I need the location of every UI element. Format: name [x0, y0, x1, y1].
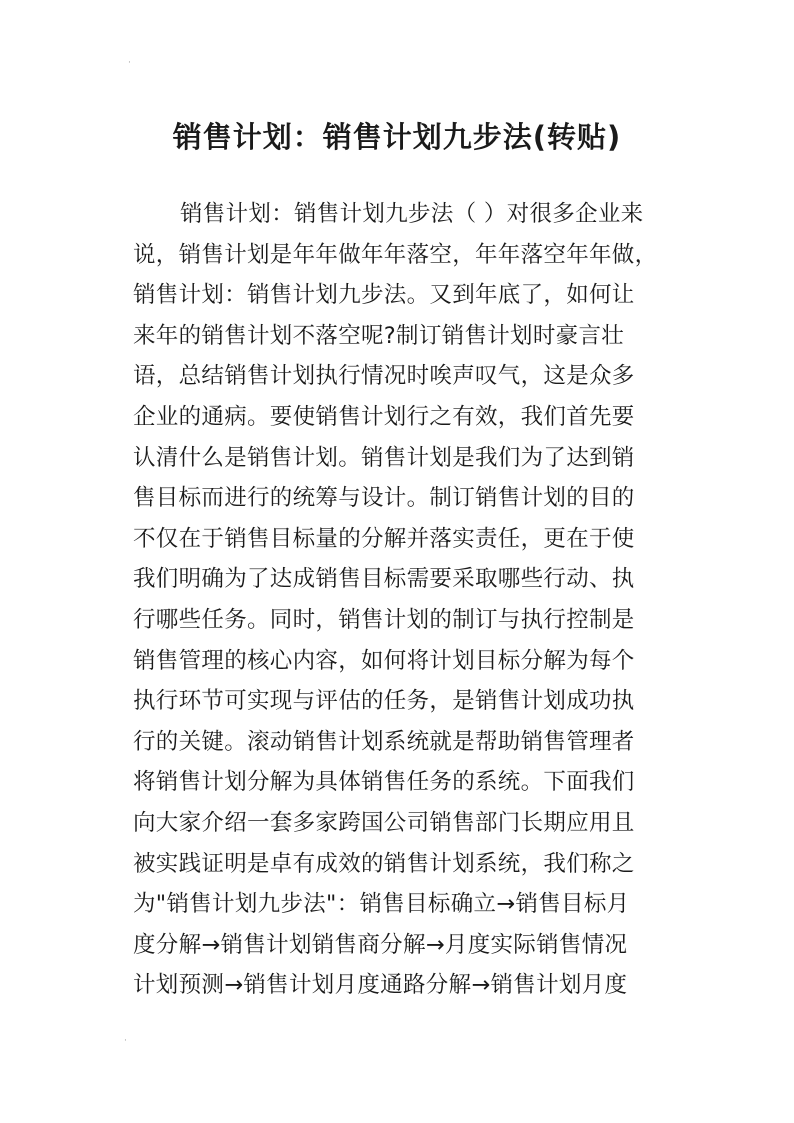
body-line: 行的关键。滚动销售计划系统就是帮助销售管理者 — [133, 728, 635, 755]
body-line: 计划预测→销售计划月度通路分解→销售计划月度 — [133, 972, 628, 999]
body-line: 被实践证明是卓有成效的销售计划系统，我们称之 — [133, 850, 635, 877]
body-line: 语，总结销售计划执行情况时唉声叹气，这是众多 — [133, 363, 635, 390]
scan-speck: · — [128, 58, 131, 68]
body-line: 销售计划：销售计划九步法（ ）对很多企业来 — [180, 201, 644, 227]
body-line: 行哪些任务。同时，销售计划的制订与执行控制是 — [133, 606, 635, 633]
scan-speck: · — [124, 1036, 127, 1046]
document-title: 销售计划：销售计划九步法(转贴) — [172, 120, 622, 155]
document-body — [133, 194, 673, 1006]
body-line: 不仅在于销售目标量的分解并落实责任，更在于使 — [133, 525, 635, 552]
body-line: 向大家介绍一套多家跨国公司销售部门长期应用且 — [133, 809, 635, 836]
body-line: 销售计划：销售计划九步法。又到年底了，如何让 — [133, 282, 635, 309]
body-line: 执行环节可实现与评估的任务，是销售计划成功执 — [133, 688, 635, 715]
body-line: 度分解→销售计划销售商分解→月度实际销售情况 — [133, 931, 628, 958]
body-line: 说，销售计划是年年做年年落空，年年落空年年做， — [133, 241, 658, 268]
body-line: 我们明确为了达成销售目标需要采取哪些行动、执 — [133, 566, 635, 593]
body-line: 认清什么是销售计划。销售计划是我们为了达到销 — [133, 444, 635, 471]
body-line: 将销售计划分解为具体销售任务的系统。下面我们 — [133, 769, 635, 796]
body-line: 售目标而进行的统筹与设计。制订销售计划的目的 — [133, 485, 635, 512]
body-line: 为"销售计划九步法"：销售目标确立→销售目标月 — [133, 891, 630, 918]
body-line: 销售管理的核心内容，如何将计划目标分解为每个 — [133, 647, 635, 674]
body-line: 来年的销售计划不落空呢?制订销售计划时豪言壮 — [133, 322, 625, 349]
body-line: 企业的通病。要使销售计划行之有效，我们首先要 — [133, 403, 635, 430]
